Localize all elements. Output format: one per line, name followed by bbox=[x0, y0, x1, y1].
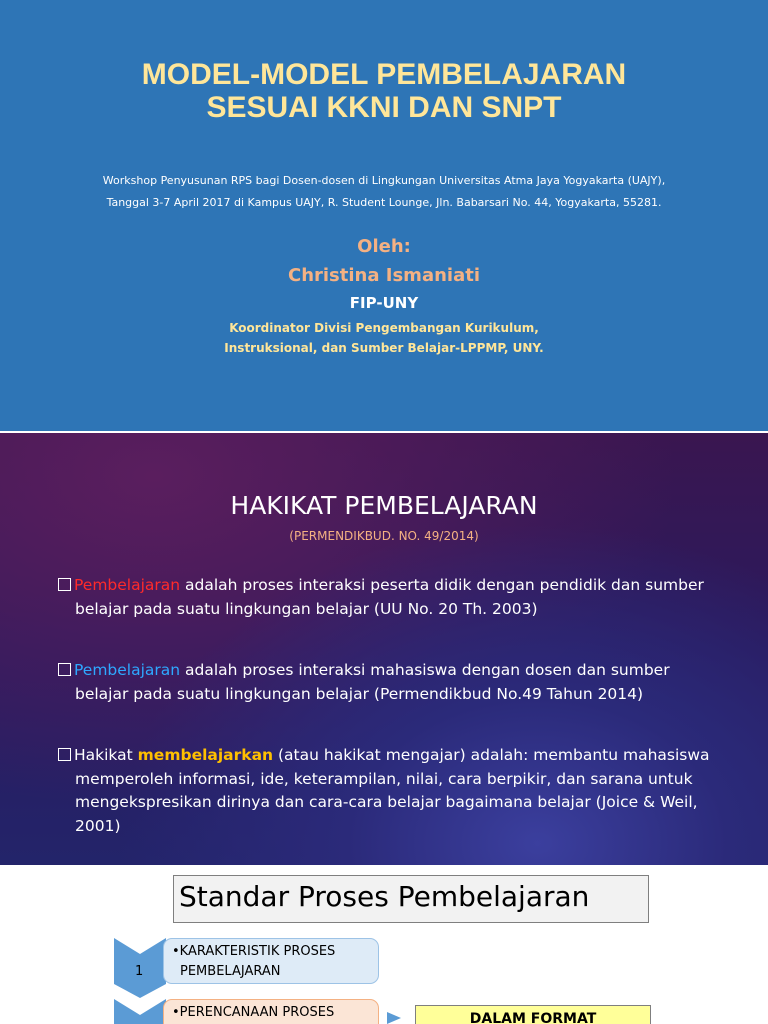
arrow-right-icon bbox=[387, 1012, 401, 1024]
step-1-line-1: •KARAKTERISTIK PROSES bbox=[172, 944, 336, 959]
step-1-box bbox=[163, 938, 379, 984]
bullet-prefix: Hakikat bbox=[74, 746, 138, 764]
workshop-line-1: Workshop Penyusunan RPS bagi Dosen-dosen di Lingkungan Universitas Atma Jaya Yogyakarta (UAJY), bbox=[102, 174, 666, 187]
title-line-1: MODEL-MODEL PEMBELAJARAN bbox=[141, 58, 627, 91]
format-box: DALAM FORMAT bbox=[415, 1005, 651, 1024]
bullet-item bbox=[58, 744, 718, 838]
workshop-line-2: Tanggal 3-7 April 2017 di Kampus UAJY, R. Student Lounge, Jln. Babarsari No. 44, Yogyakarta, 55281. bbox=[106, 196, 662, 209]
title-slide bbox=[0, 0, 768, 431]
step-1-line-2: PEMBELAJARAN bbox=[180, 964, 281, 979]
step-2-line-1: •PERENCANAAN PROSES bbox=[172, 1005, 335, 1020]
slide-subtitle: (PERMENDIKBUD. NO. 49/2014) bbox=[289, 529, 479, 543]
bullet-item bbox=[58, 659, 718, 706]
checkbox-bullet-icon bbox=[58, 748, 71, 761]
institution: FIP-UNY bbox=[349, 294, 419, 312]
step-1-number: 1 bbox=[135, 964, 144, 979]
title-line-2: SESUAI KKNI DAN SNPT bbox=[206, 91, 562, 124]
bullet-text: adalah proses interaksi mahasiswa dengan dosen dan sumber belajar pada suatu lingkungan belajar (Permendikbud No.49 Tahun 2014) bbox=[75, 661, 670, 703]
bullet-highlight: Pembelajaran bbox=[74, 576, 181, 594]
checkbox-bullet-icon bbox=[58, 663, 71, 676]
oleh-label: Oleh: bbox=[357, 236, 411, 257]
bullet-text: (atau hakikat mengajar) adalah: membantu mahasiswa memperoleh informasi, ide, keterampilan, nilai, cara berpikir, dan sarana untuk mengekspresikan dirinya dan cara-cara belajar bagaimana belajar (Joice & Weil, 2001) bbox=[75, 746, 710, 835]
author-role bbox=[0, 318, 768, 358]
hakikat-slide bbox=[0, 433, 768, 865]
slide-title: HAKIKAT PEMBELAJARAN bbox=[230, 491, 538, 520]
role-line-2: Instruksional, dan Sumber Belajar-LPPMP, UNY. bbox=[224, 341, 544, 355]
checkbox-bullet-icon bbox=[58, 578, 71, 591]
workshop-info bbox=[60, 170, 708, 214]
slide-title bbox=[0, 58, 768, 124]
step-2-box bbox=[163, 999, 379, 1024]
slide-title: Standar Proses Pembelajaran bbox=[179, 880, 590, 913]
author-name: Christina Ismaniati bbox=[287, 265, 480, 286]
step-2-chevron-icon bbox=[114, 999, 166, 1024]
standar-proses-slide bbox=[0, 867, 768, 1024]
role-line-1: Koordinator Divisi Pengembangan Kurikulum, bbox=[229, 321, 539, 335]
bullet-item bbox=[58, 574, 718, 621]
bullet-text: adalah proses interaksi peserta didik dengan pendidik dan sumber belajar pada suatu lingkungan belajar (UU No. 20 Th. 2003) bbox=[75, 576, 704, 618]
bullet-highlight: membelajarkan bbox=[137, 746, 274, 764]
bullet-highlight: Pembelajaran bbox=[74, 661, 181, 679]
title-box bbox=[173, 875, 649, 923]
